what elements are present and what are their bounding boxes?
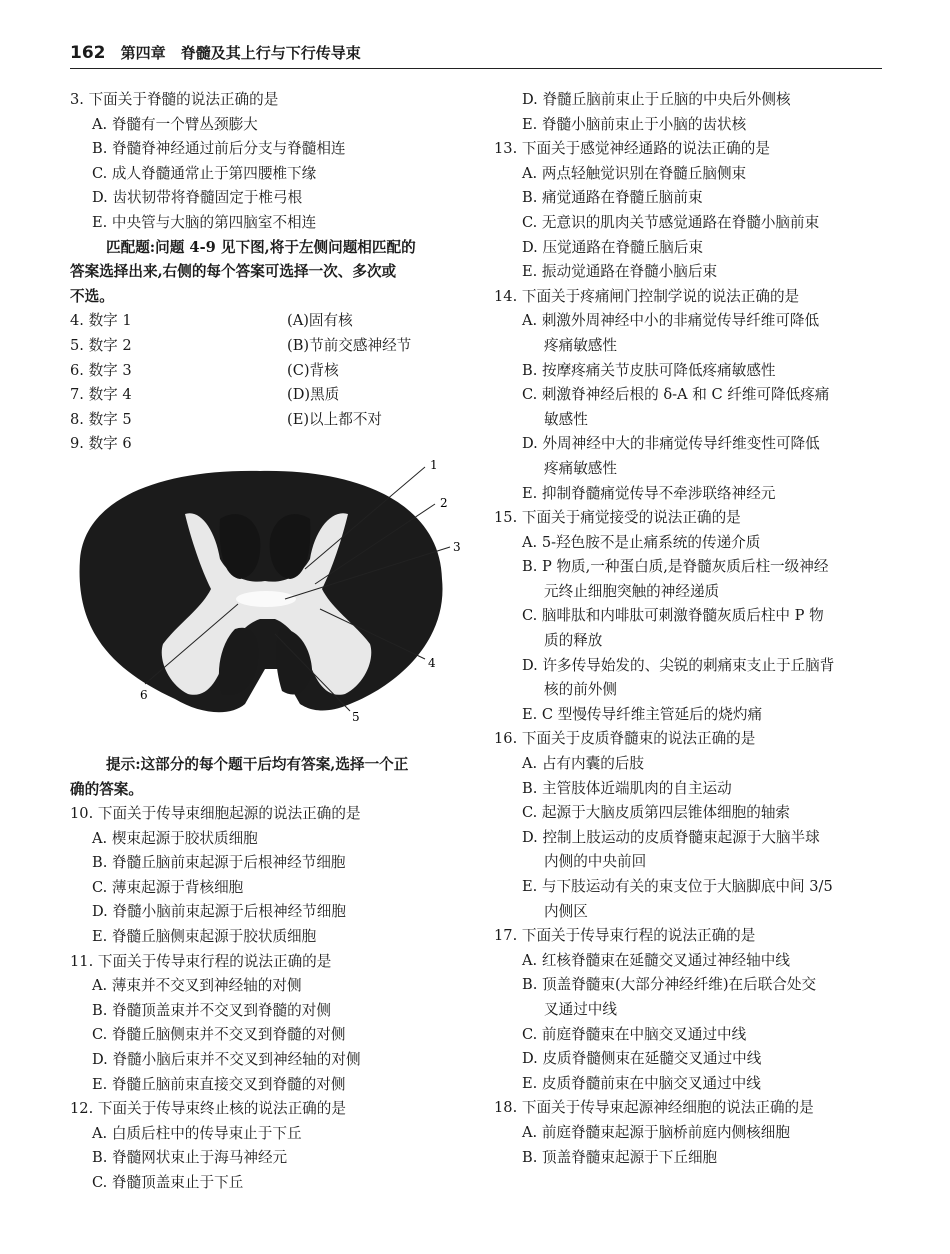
chapter-label: 第四章: [120, 44, 166, 62]
option: E. C 型慢传导纤维主管延后的烧灼痛: [522, 705, 763, 723]
matching-question: 7. 数字 4: [70, 386, 132, 404]
figure-label: 5: [352, 709, 360, 724]
spinal-cord-cross-section-image: [70, 459, 470, 749]
matching-answer: (D)黑质: [287, 386, 340, 404]
option-continued: 敏感性: [544, 410, 588, 428]
option: D. 齿状韧带将脊髓固定于椎弓根: [92, 189, 303, 207]
matching-question: 9. 数字 6: [70, 435, 132, 453]
right-column: [494, 88, 894, 1170]
option: E. 脊髓丘脑前束直接交叉到脊髓的对侧: [92, 1075, 346, 1093]
option: E. 抑制脊髓痛觉传导不牵涉联络神经元: [522, 484, 776, 502]
option: B. 按摩疼痛关节皮肤可降低疼痛敏感性: [522, 361, 776, 379]
option: B. 脊髓丘脑前束起源于后根神经节细胞: [92, 854, 346, 872]
option: C. 前庭脊髓束在中脑交叉通过中线: [522, 1025, 747, 1043]
matching-question: 4. 数字 1: [70, 312, 132, 330]
question-stem: 10. 下面关于传导束细胞起源的说法正确的是: [70, 805, 361, 823]
question-stem: 11. 下面关于传导束行程的说法正确的是: [70, 952, 332, 970]
matching-row: [70, 408, 470, 433]
question-stem: 15. 下面关于痛觉接受的说法正确的是: [494, 509, 741, 527]
matching-answer: (E)以上都不对: [287, 410, 383, 428]
option: B. 主管肢体近端肌肉的自主运动: [522, 779, 732, 797]
question-stem: 16. 下面关于皮质脊髓束的说法正确的是: [494, 730, 756, 748]
option-continued: 核的前外侧: [544, 681, 617, 699]
matching-answer: (C)背核: [287, 361, 339, 379]
option: A. 红核脊髓束在延髓交叉通过神经轴中线: [522, 951, 790, 969]
option: E. 中央管与大脑的第四脑室不相连: [92, 213, 317, 231]
option: E. 与下肢运动有关的束支位于大脑脚底中间 3/5: [522, 878, 833, 895]
matching-instruction: 匹配题:问题 4-9 见下图,将于左侧问题相匹配的: [106, 238, 416, 256]
figure-label: 2: [440, 495, 448, 510]
question-stem: 12. 下面关于传导束终止核的说法正确的是: [70, 1100, 346, 1118]
hint-text: 确的答案。: [70, 780, 143, 798]
option: A. 前庭脊髓束起源于脑桥前庭内侧核细胞: [522, 1123, 790, 1141]
figure-label: 4: [428, 655, 436, 670]
matching-instruction: 答案选择出来,右侧的每个答案可选择一次、多次或: [70, 263, 397, 281]
option: D. 许多传导始发的、尖锐的刺痛束支止于丘脑背: [522, 656, 835, 674]
option: C. 脊髓顶盖束止于下丘: [92, 1174, 244, 1191]
option-continued: 疼痛敏感性: [544, 336, 617, 354]
option: A. 楔束起源于胶状质细胞: [92, 829, 258, 847]
matching-row: [70, 432, 470, 457]
matching-question: 5. 数字 2: [70, 336, 132, 354]
option: D. 脊髓小脑后束并不交叉到神经轴的对侧: [92, 1051, 361, 1069]
spinal-cord-section-figure: [70, 459, 470, 749]
matching-question: 6. 数字 3: [70, 361, 132, 379]
matching-answer: (A)固有核: [287, 312, 353, 330]
page-number: 162: [70, 43, 106, 63]
option: D. 脊髓丘脑前束止于丘脑的中央后外侧核: [522, 91, 791, 108]
option: A. 刺激外周神经中小的非痛觉传导纤维可降低: [522, 312, 820, 330]
figure-label: 6: [140, 687, 148, 702]
option: C. 无意识的肌肉关节感觉通路在脊髓小脑前束: [522, 213, 820, 231]
option: C. 起源于大脑皮质第四层锥体细胞的轴索: [522, 804, 791, 822]
option: D. 脊髓小脑前束起源于后根神经节细胞: [92, 903, 346, 921]
matching-row: [70, 309, 470, 334]
matching-instruction: 不选。: [70, 287, 114, 305]
option: B. 脊髓脊神经通过前后分支与脊髓相连: [92, 140, 346, 158]
figure-label: 1: [430, 458, 438, 472]
question-stem: 17. 下面关于传导束行程的说法正确的是: [494, 927, 756, 945]
option: D. 控制上肢运动的皮质脊髓束起源于大脑半球: [522, 828, 820, 846]
option-continued: 质的释放: [544, 632, 603, 650]
question-stem: 3. 下面关于脊髓的说法正确的是: [70, 91, 279, 108]
option: D. 皮质脊髓侧束在延髓交叉通过中线: [522, 1050, 762, 1068]
option: C. 刺激脊神经后根的 δ-A 和 C 纤维可降低疼痛: [522, 386, 830, 404]
option-continued: 疼痛敏感性: [544, 459, 617, 477]
option: A. 5-羟色胺不是止痛系统的传递介质: [522, 533, 761, 551]
option: A. 占有内囊的后肢: [522, 755, 644, 773]
option: A. 两点轻触觉识别在脊髓丘脑侧束: [522, 164, 747, 182]
option: B. 痛觉通路在脊髓丘脑前束: [522, 189, 703, 207]
option: B. 顶盖脊髓束起源于下丘细胞: [522, 1148, 718, 1166]
page-header: [70, 42, 882, 69]
question-stem: 13. 下面关于感觉神经通路的说法正确的是: [494, 140, 770, 158]
option: C. 成人脊髓通常止于第四腰椎下缘: [92, 164, 317, 182]
option: A. 白质后柱中的传导束止于下丘: [92, 1124, 302, 1142]
option: B. 脊髓网状束止于海马神经元: [92, 1149, 288, 1167]
option: B. 脊髓顶盖束并不交叉到脊髓的对侧: [92, 1001, 331, 1019]
matching-row: [70, 359, 470, 384]
matching-row: [70, 383, 470, 408]
option: E. 振动觉通路在脊髓小脑后束: [522, 263, 718, 281]
option: B. 顶盖脊髓束(大部分神经纤维)在后联合处交: [522, 976, 817, 994]
option: E. 脊髓丘脑侧束起源于胶状质细胞: [92, 928, 317, 946]
option: A. 脊髓有一个臂丛颈膨大: [92, 115, 258, 133]
option: C. 薄束起源于背核细胞: [92, 878, 244, 896]
option: B. P 物质,一种蛋白质,是脊髓灰质后柱一级神经: [522, 558, 829, 576]
option-continued: 元终止细胞突触的神经递质: [544, 582, 720, 600]
option: C. 脑啡肽和内啡肽可刺激脊髓灰质后柱中 P 物: [522, 607, 824, 625]
hint-text: 提示:这部分的每个题干后均有答案,选择一个正: [106, 755, 409, 773]
matching-answer: (B)节前交感神经节: [287, 336, 412, 354]
option: A. 薄束并不交叉到神经轴的对侧: [92, 977, 302, 995]
option-continued: 内侧的中央前回: [544, 853, 647, 871]
left-column: [70, 88, 470, 1196]
question-stem: 18. 下面关于传导束起源神经细胞的说法正确的是: [494, 1099, 814, 1117]
option-continued: 叉通过中线: [544, 1000, 617, 1018]
matching-row: [70, 334, 470, 359]
figure-label: 3: [453, 539, 461, 554]
option: E. 皮质脊髓前束在中脑交叉通过中线: [522, 1074, 761, 1092]
option: E. 脊髓小脑前束止于小脑的齿状核: [522, 115, 747, 133]
option: D. 外周神经中大的非痛觉传导纤维变性可降低: [522, 435, 820, 453]
option: D. 压觉通路在脊髓丘脑后束: [522, 238, 703, 256]
matching-question: 8. 数字 5: [70, 410, 132, 428]
option: C. 脊髓丘脑侧束并不交叉到脊髓的对侧: [92, 1026, 346, 1044]
option-continued: 内侧区: [544, 902, 588, 920]
question-stem: 14. 下面关于疼痛闸门控制学说的说法正确的是: [494, 287, 800, 305]
chapter-title: 脊髓及其上行与下行传导束: [180, 44, 361, 62]
